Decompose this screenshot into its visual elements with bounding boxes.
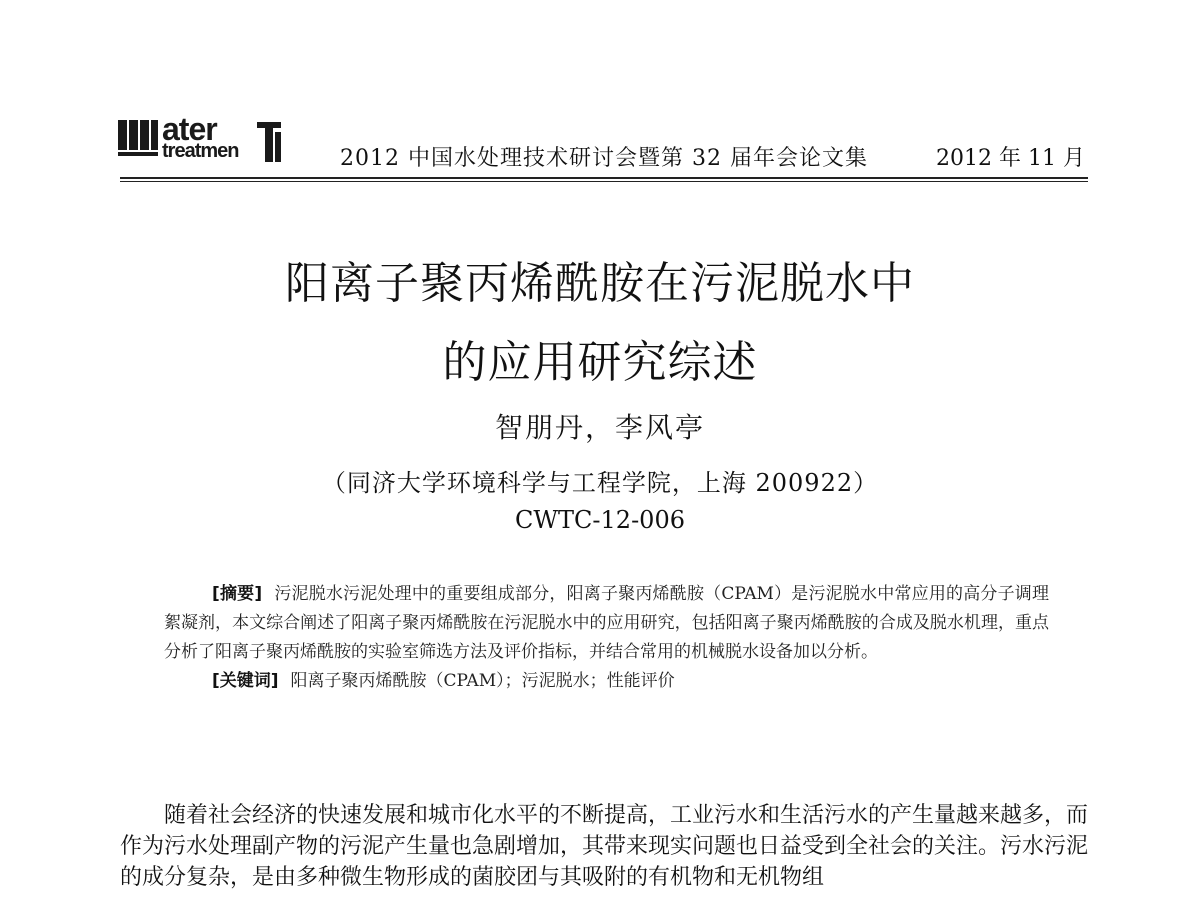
affiliation: （同济大学环境科学与工程学院，上海 200922）: [321, 469, 879, 497]
keywords-label: [关键词]: [212, 671, 279, 691]
paper-code: CWTC-12-006: [515, 506, 685, 534]
header-rule-thin: [120, 181, 1088, 182]
abstract-label: [摘要]: [212, 584, 263, 604]
keywords-text: 阳离子聚丙烯酰胺（CPAM）；污泥脱水；性能评价: [290, 671, 675, 691]
body-paragraph-1: 随着社会经济的快速发展和城市化水平的不断提高，工业污水和生活污水的产生量越来越多，而作为污水处理副产物的污泥产生量也急剧增加，其带来现实问题也日益受到全社会的关注。污水污泥的成分复杂，是由多种微生物形成的菌胶团与其吸附的有机物和无机物组: [120, 803, 1089, 890]
logo-text-water: ater: [162, 111, 217, 147]
running-header-title: 2012 中国水处理技术研讨会暨第 32 届年会论文集: [340, 146, 868, 171]
keywords-line: [164, 667, 1049, 696]
running-header-date: 2012 年 11 月: [936, 146, 1085, 171]
abstract-section: [164, 580, 1049, 696]
journal-logo: [118, 112, 286, 170]
logo-text-treatment: treatmen: [162, 140, 239, 162]
paper-title-line-1: 阳离子聚丙烯酰胺在污泥脱水中: [285, 258, 915, 309]
body-section: [120, 800, 1088, 893]
paper-title-line-2: 的应用研究综述: [442, 337, 758, 388]
abstract-text: 污泥脱水污泥处理中的重要组成部分，阳离子聚丙烯酰胺（CPAM）是污泥脱水中常应用的高分子调理絮凝剂，本文综合阐述了阳离子聚丙烯酰胺在污泥脱水中的应用研究，包括阳离子聚丙烯酰胺的合成及脱水机理，重点分析了阳离子聚丙烯酰胺的实验室筛选方法及评价指标，并结合常用的机械脱水设备加以分析。: [164, 584, 1049, 662]
header-rule: [120, 177, 1088, 179]
abstract-paragraph: [164, 580, 1049, 667]
authors: 智朋丹，李风亭: [494, 411, 705, 444]
